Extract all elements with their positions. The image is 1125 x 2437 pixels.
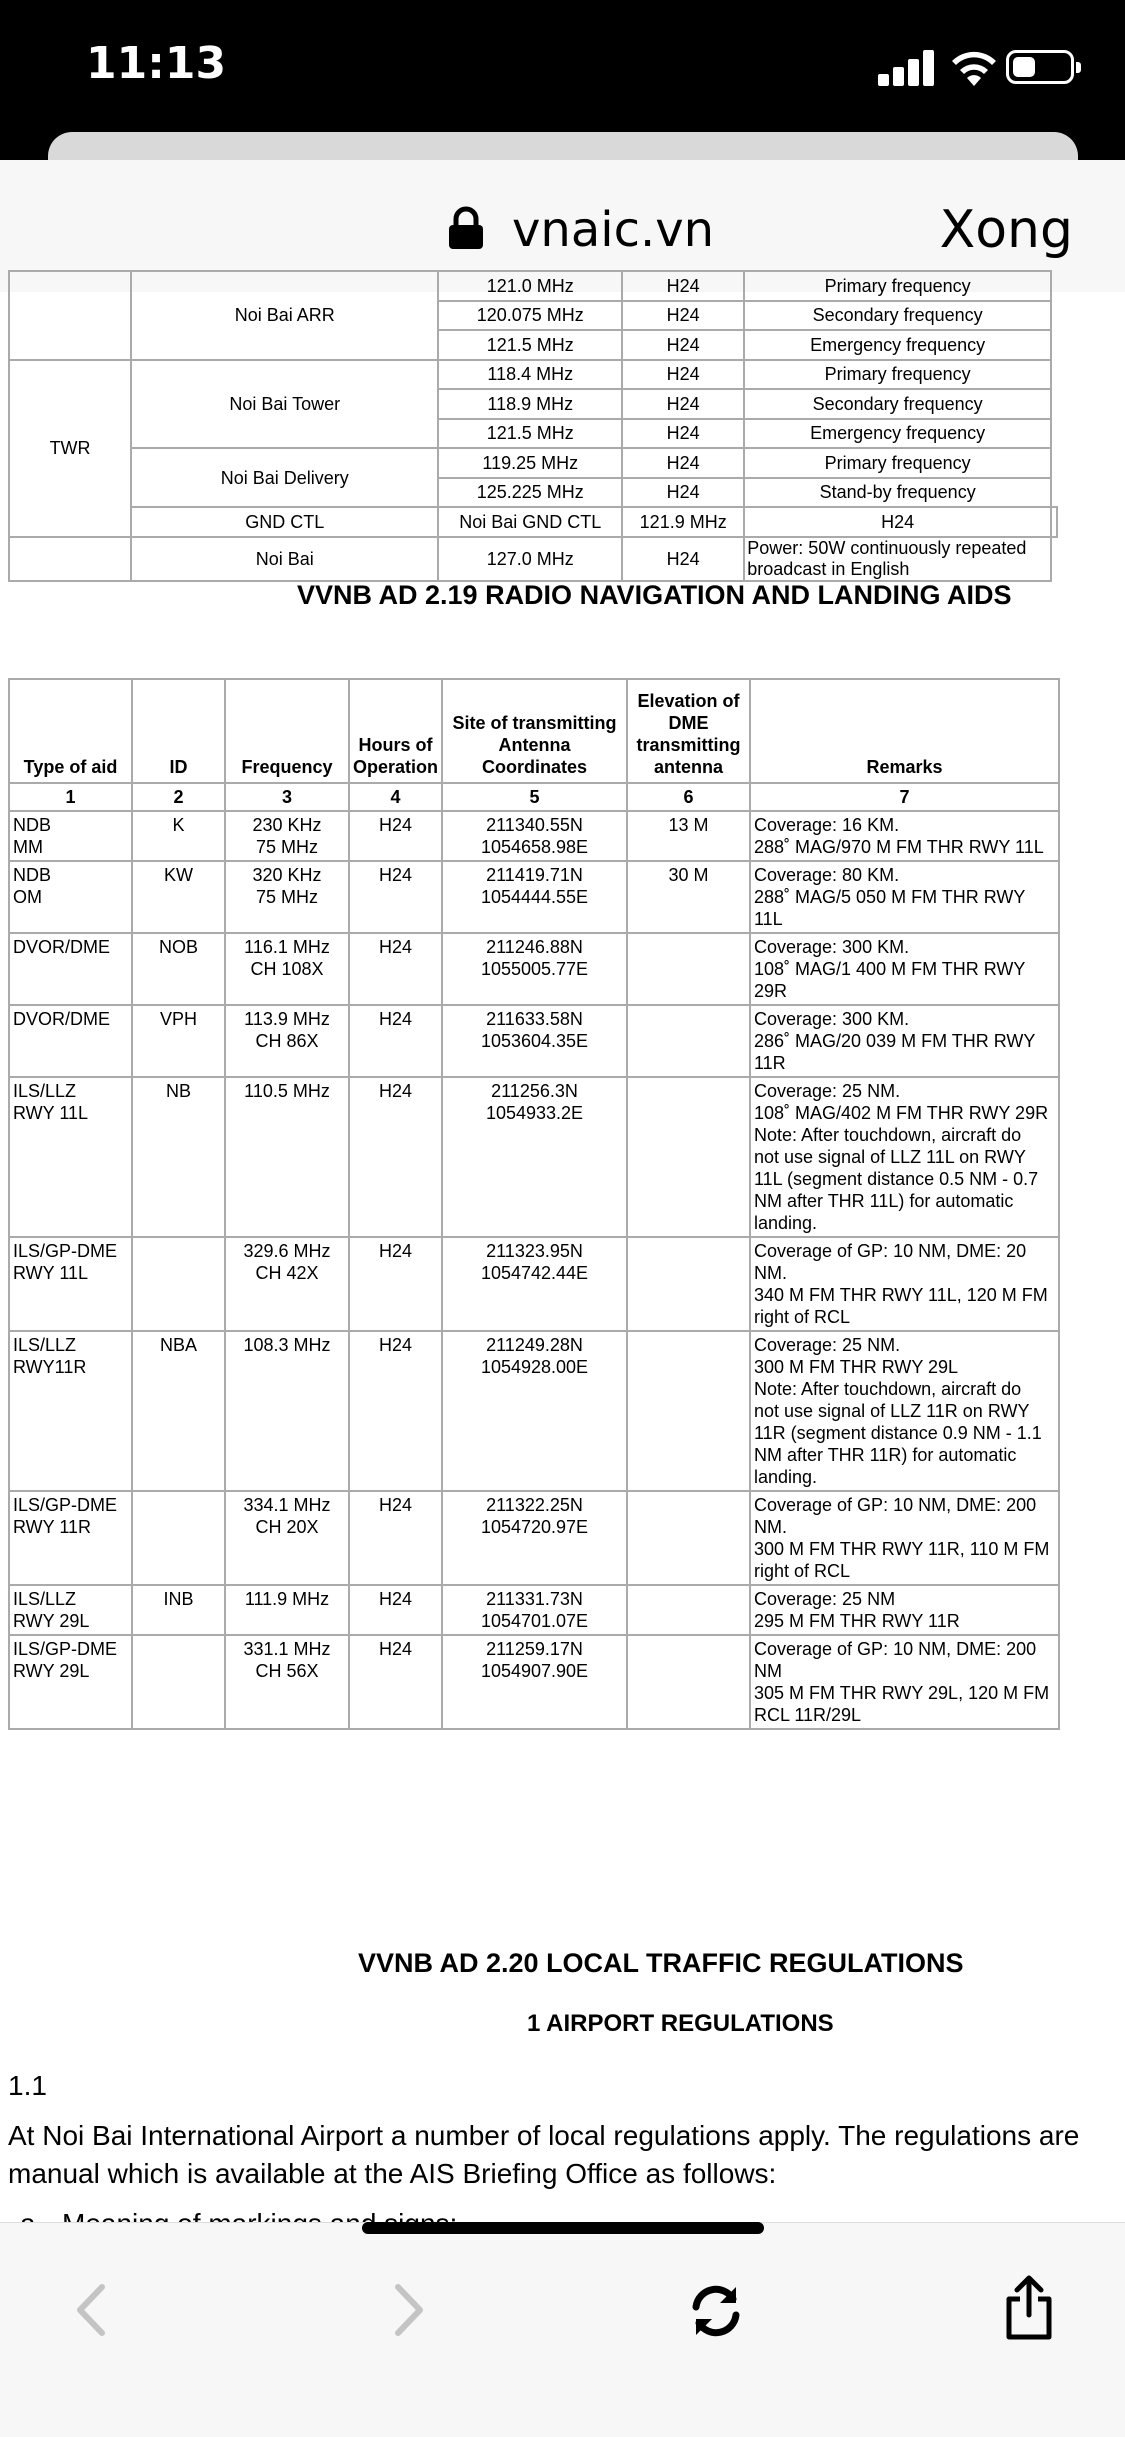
table-cell: Coverage: 16 KM. 288˚ MAG/970 M FM THR RWY 11L (750, 811, 1059, 861)
table-row (9, 861, 1059, 933)
column-header: ID (132, 679, 225, 783)
chevron-left-icon[interactable] (74, 2283, 108, 2337)
table-cell: H24 (349, 1077, 442, 1237)
table-cell: H24 (349, 1237, 442, 1331)
navaids-table (8, 678, 1060, 1730)
table-cell (132, 1491, 225, 1585)
table-cell: 329.6 MHz CH 42X (225, 1237, 349, 1331)
table-cell: Power: 50W continuously repeated broadcast in English (744, 537, 1051, 581)
column-number: 5 (442, 783, 627, 811)
table-cell: 119.25 MHz (438, 448, 622, 478)
table-cell: H24 (349, 861, 442, 933)
column-number: 1 (9, 783, 132, 811)
bottom-toolbar (0, 2222, 1125, 2437)
table-cell: H24 (349, 1005, 442, 1077)
table-cell: 118.4 MHz (438, 360, 622, 390)
table-cell: 211331.73N 1054701.07E (442, 1585, 627, 1635)
table-cell: H24 (622, 448, 744, 478)
table-row (9, 1237, 1059, 1331)
table-cell: 113.9 MHz CH 86X (225, 1005, 349, 1077)
table-cell: Coverage of GP: 10 NM, DME: 20 NM. 340 M FM THR RWY 11L, 120 M FM right of RCL (750, 1237, 1059, 1331)
table-row (9, 1491, 1059, 1585)
table-cell: 334.1 MHz CH 20X (225, 1491, 349, 1585)
table-cell: NOB (132, 933, 225, 1005)
comm-table (8, 270, 1058, 582)
table-cell (627, 1331, 750, 1491)
signal-icon (878, 50, 938, 86)
table-cell: 121.9 MHz (622, 507, 744, 537)
table-cell: Secondary frequency (744, 389, 1051, 419)
table-cell: 118.9 MHz (438, 389, 622, 419)
table-cell: Coverage: 300 KM. 108˚ MAG/1 400 M FM THR RWY 29R (750, 933, 1059, 1005)
table-cell: Coverage: 25 NM. 300 M FM THR RWY 29L Note: After touchdown, aircraft do not use signal of LLZ 11R on RWY 11R (segment distance 0.9 NM - 1.1 NM after THR 11R) for automatic landing. (750, 1331, 1059, 1491)
column-number: 4 (349, 783, 442, 811)
table-cell: Noi Bai (131, 537, 438, 581)
table-cell: H24 (622, 271, 744, 301)
table-cell: INB (132, 1585, 225, 1635)
table-row (9, 448, 1057, 478)
table-cell: 211419.71N 1054444.55E (442, 861, 627, 933)
table-cell: H24 (622, 330, 744, 360)
paragraph-line-1: At Noi Bai International Airport a number of local regulations apply. The regulations are (8, 2120, 1080, 2151)
table-cell: ILS/LLZ RWY 29L (9, 1585, 132, 1635)
table-cell: ILS/GP-DME RWY 11L (9, 1237, 132, 1331)
column-header: Type of aid (9, 679, 132, 783)
table-cell: Secondary frequency (744, 301, 1051, 331)
column-header: Frequency (225, 679, 349, 783)
table-cell: Coverage: 25 NM 295 M FM THR RWY 11R (750, 1585, 1059, 1635)
table-cell: 108.3 MHz (225, 1331, 349, 1491)
table-cell: NB (132, 1077, 225, 1237)
table-cell: 211256.3N 1054933.2E (442, 1077, 627, 1237)
table-cell (132, 1237, 225, 1331)
table-cell: 127.0 MHz (438, 537, 622, 581)
table-cell: K (132, 811, 225, 861)
table-cell: H24 (622, 419, 744, 449)
battery-icon (1006, 50, 1074, 84)
table-cell: KW (132, 861, 225, 933)
table-cell: Emergency frequency (744, 419, 1051, 449)
paragraph-number: 1.1 (8, 2070, 47, 2101)
table-cell: 320 KHz 75 MHz (225, 861, 349, 933)
table-cell: 211259.17N 1054907.90E (442, 1635, 627, 1729)
table-cell (627, 1005, 750, 1077)
table-cell: Coverage: 25 NM. 108˚ MAG/402 M FM THR RWY 29R Note: After touchdown, aircraft do not use signal of LLZ 11L on RWY 11L (segment distance 0.5 NM - 0.7 NM after THR 11L) for automatic landing. (750, 1077, 1059, 1237)
table-cell: Primary frequency (744, 448, 1051, 478)
chevron-right-icon[interactable] (392, 2283, 426, 2337)
table-row (9, 360, 1057, 390)
done-button[interactable]: Xong (939, 200, 1073, 260)
table-cell: 116.1 MHz CH 108X (225, 933, 349, 1005)
section-title-2-19: VVNB AD 2.19 RADIO NAVIGATION AND LANDING AIDS (297, 580, 1012, 610)
table-cell: NDB MM (9, 811, 132, 861)
column-number: 6 (627, 783, 750, 811)
table-cell: DVOR/DME (9, 1005, 132, 1077)
lock-icon (446, 206, 486, 250)
table-cell: H24 (349, 1635, 442, 1729)
table-cell: 121.5 MHz (438, 419, 622, 449)
table-cell: GND CTL (131, 507, 438, 537)
table-cell: 111.9 MHz (225, 1585, 349, 1635)
wifi-icon (950, 48, 998, 88)
table-row (9, 507, 1057, 537)
table-cell: H24 (349, 811, 442, 861)
table-cell: 120.075 MHz (438, 301, 622, 331)
table-cell: H24 (622, 389, 744, 419)
table-cell (627, 1077, 750, 1237)
table-cell: 13 M (627, 811, 750, 861)
table-cell: 211246.88N 1055005.77E (442, 933, 627, 1005)
home-indicator (362, 2222, 764, 2234)
column-header: Site of transmitting Antenna Coordinates (442, 679, 627, 783)
table-cell (627, 1635, 750, 1729)
table-cell: H24 (349, 933, 442, 1005)
table-cell: Noi Bai ARR (131, 271, 438, 360)
table-cell: Emergency frequency (744, 330, 1051, 360)
paragraph-line-2: manual which is available at the AIS Briefing Office as follows: (8, 2158, 777, 2189)
table-cell: NBA (132, 1331, 225, 1491)
table-cell (9, 537, 131, 581)
table-cell: H24 (744, 507, 1051, 537)
table-cell: H24 (349, 1331, 442, 1491)
table-row (9, 1331, 1059, 1491)
table-cell: Noi Bai GND CTL (438, 507, 622, 537)
column-number: 3 (225, 783, 349, 811)
table-cell (9, 271, 131, 360)
table-row (9, 1635, 1059, 1729)
table-cell: Primary frequency (744, 271, 1051, 301)
status-time: 11:13 (86, 38, 227, 89)
table-cell: H24 (622, 478, 744, 508)
table-cell: ILS/LLZ RWY 11L (9, 1077, 132, 1237)
table-cell (1051, 507, 1057, 537)
table-cell: Primary frequency (744, 360, 1051, 390)
table-cell: H24 (349, 1491, 442, 1585)
table-row (9, 933, 1059, 1005)
table-cell: Stand-by frequency (744, 478, 1051, 508)
status-bar (0, 0, 1125, 140)
table-cell: H24 (622, 360, 744, 390)
table-cell (627, 1585, 750, 1635)
browser-sheet (0, 160, 1125, 2436)
table-cell: 331.1 MHz CH 56X (225, 1635, 349, 1729)
table-cell: 121.0 MHz (438, 271, 622, 301)
table-row (9, 271, 1057, 301)
table-cell: Noi Bai Delivery (131, 448, 438, 507)
page-content[interactable] (0, 275, 1125, 2222)
table-cell: VPH (132, 1005, 225, 1077)
column-header: Remarks (750, 679, 1059, 783)
table-cell: H24 (622, 301, 744, 331)
section-title-2-20: VVNB AD 2.20 LOCAL TRAFFIC REGULATIONS (358, 1948, 964, 1978)
table-cell: 125.225 MHz (438, 478, 622, 508)
table-cell: 121.5 MHz (438, 330, 622, 360)
table-cell: Coverage: 300 KM. 286˚ MAG/20 039 M FM THR RWY 11R (750, 1005, 1059, 1077)
column-header: Hours of Operation (349, 679, 442, 783)
table-row (9, 537, 1057, 581)
column-header: Elevation of DME transmitting antenna (627, 679, 750, 783)
table-row (9, 1077, 1059, 1237)
table-row (9, 1585, 1059, 1635)
table-cell: Noi Bai Tower (131, 360, 438, 449)
table-row (9, 1005, 1059, 1077)
table-cell: ILS/LLZ RWY11R (9, 1331, 132, 1491)
table-cell: 211249.28N 1054928.00E (442, 1331, 627, 1491)
table-cell: 110.5 MHz (225, 1077, 349, 1237)
table-cell: NDB OM (9, 861, 132, 933)
table-cell: 30 M (627, 861, 750, 933)
table-cell: TWR (9, 360, 131, 537)
table-cell (132, 1635, 225, 1729)
table-cell (627, 1237, 750, 1331)
reload-icon[interactable] (686, 2281, 746, 2341)
table-cell: Coverage of GP: 10 NM, DME: 200 NM. 300 M FM THR RWY 11R, 110 M FM right of RCL (750, 1491, 1059, 1585)
table-cell: 230 KHz 75 MHz (225, 811, 349, 861)
table-cell: DVOR/DME (9, 933, 132, 1005)
share-icon[interactable] (1004, 2275, 1054, 2341)
column-number: 7 (750, 783, 1059, 811)
address-domain[interactable]: vnaic.vn (512, 202, 715, 258)
table-cell: 211322.25N 1054720.97E (442, 1491, 627, 1585)
table-row (9, 811, 1059, 861)
table-cell: ILS/GP-DME RWY 11R (9, 1491, 132, 1585)
column-number: 2 (132, 783, 225, 811)
table-cell: Coverage: 80 KM. 288˚ MAG/5 050 M FM THR RWY 11L (750, 861, 1059, 933)
table-cell (627, 1491, 750, 1585)
table-cell: H24 (622, 537, 744, 581)
subsection-title: 1 AIRPORT REGULATIONS (527, 2010, 834, 2037)
table-cell: 211633.58N 1053604.35E (442, 1005, 627, 1077)
table-cell: H24 (349, 1585, 442, 1635)
table-cell: 211323.95N 1054742.44E (442, 1237, 627, 1331)
table-cell: 211340.55N 1054658.98E (442, 811, 627, 861)
table-cell (627, 933, 750, 1005)
table-cell: ILS/GP-DME RWY 29L (9, 1635, 132, 1729)
table-cell: Coverage of GP: 10 NM, DME: 200 NM 305 M FM THR RWY 29L, 120 M FM RCL 11R/29L (750, 1635, 1059, 1729)
